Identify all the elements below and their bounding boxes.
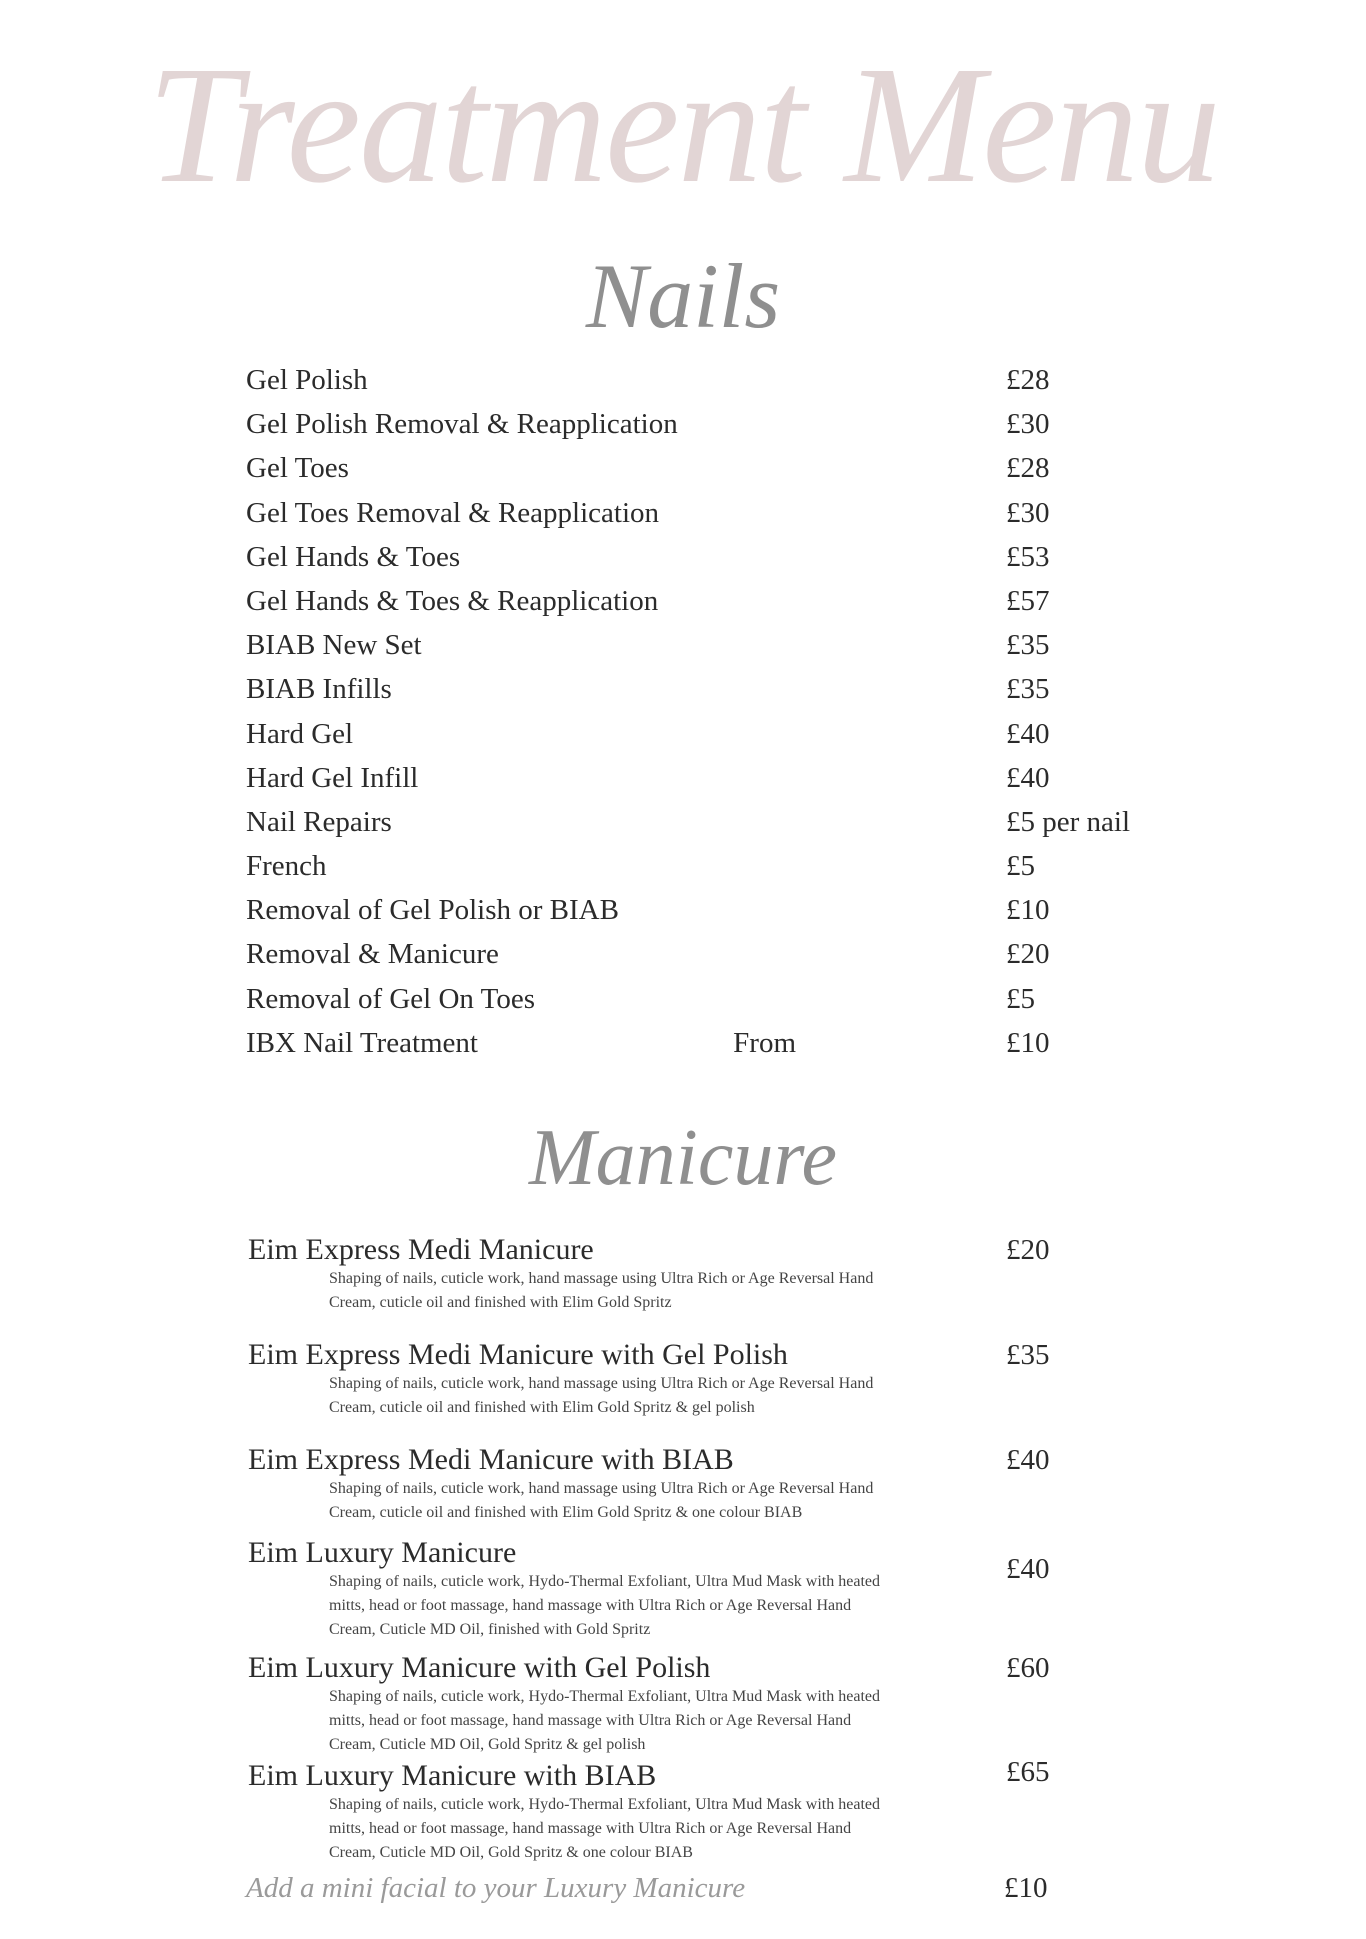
treatment-price: £53 (1006, 540, 1050, 573)
treatment-name: BIAB New Set (246, 629, 422, 662)
list-item (246, 844, 1146, 888)
manicure-item (248, 1756, 1148, 1865)
list-item (246, 932, 1146, 976)
list-item (246, 712, 1146, 756)
list-item (246, 1021, 1146, 1065)
treatment-name: Hard Gel (246, 717, 354, 750)
addon-text: Add a mini facial to your Luxury Manicure (246, 1872, 746, 1904)
treatment-price: £60 (1006, 1652, 1050, 1684)
list-item (246, 800, 1146, 844)
list-item (246, 977, 1146, 1021)
treatment-description: Shaping of nails, cuticle work, hand massage using Ultra Rich or Age Reversal Hand Cream, cuticle oil and finished with Elim Gold Spritz & one colour BIAB (329, 1480, 874, 1521)
treatment-name: Gel Polish (246, 364, 368, 396)
treatment-price: £28 (1006, 452, 1050, 485)
treatment-price: £35 (1006, 673, 1050, 706)
treatment-price: £5 per nail (1006, 805, 1131, 838)
treatment-description: Shaping of nails, cuticle work, Hydo-Thermal Exfoliant, Ultra Mud Mask with heated mitts, head or foot massage, hand massage with Ultra Rich or Age Reversal Hand Cream, Cuticle MD Oil, finished with Gold Spritz (329, 1573, 880, 1638)
treatment-name: IBX Nail Treatment (246, 1026, 478, 1059)
treatment-name: Nail Repairs (246, 805, 392, 838)
list-item (246, 756, 1146, 800)
treatment-price: £5 (1006, 850, 1035, 883)
treatment-name: Removal of Gel Polish or BIAB (246, 894, 619, 927)
addon-price: £10 (1004, 1872, 1048, 1904)
list-item (246, 535, 1146, 579)
treatment-name: Gel Hands & Toes (246, 540, 461, 573)
list-item (246, 402, 1146, 446)
treatment-price: £30 (1006, 408, 1050, 441)
manicure-heading: Manicure (528, 1114, 838, 1202)
list-item (246, 888, 1146, 932)
list-item (246, 446, 1146, 490)
treatment-name: Gel Hands & Toes & Reapplication (246, 584, 659, 617)
treatment-price: £30 (1006, 496, 1050, 529)
treatment-price: £28 (1006, 364, 1050, 396)
treatment-description: Shaping of nails, cuticle work, hand massage using Ultra Rich or Age Reversal Hand Cream, cuticle oil and finished with Elim Gold Spritz & gel polish (329, 1375, 874, 1416)
manicure-item (248, 1443, 1148, 1525)
treatment-name: Removal & Manicure (246, 938, 499, 971)
page-title: Treatment Menu (147, 32, 1219, 218)
list-item (246, 358, 1146, 402)
treatment-name: Removal of Gel On Toes (246, 982, 535, 1015)
manicure-item (248, 1536, 1148, 1642)
treatment-name: Gel Toes (246, 452, 349, 485)
treatment-description: Shaping of nails, cuticle work, hand massage using Ultra Rich or Age Reversal Hand Cream, cuticle oil and finished with Elim Gold Spritz (329, 1270, 874, 1311)
treatment-name: Eim Luxury Manicure (248, 1536, 517, 1569)
manicure-item (248, 1651, 1148, 1757)
treatment-price: £10 (1006, 1026, 1050, 1059)
nails-price-list (246, 358, 1146, 1065)
price-prefix: From (733, 1026, 796, 1059)
list-item (246, 579, 1146, 623)
manicure-item (248, 1338, 1148, 1420)
treatment-name: Eim Luxury Manicure with Gel Polish (248, 1651, 711, 1684)
treatment-price: £57 (1006, 584, 1050, 617)
treatment-price: £10 (1006, 894, 1050, 927)
manicure-item (248, 1233, 1148, 1315)
treatment-name: Eim Express Medi Manicure with Gel Polish (248, 1338, 788, 1371)
list-item (246, 491, 1146, 535)
treatment-name: Gel Polish Removal & Reapplication (246, 408, 678, 441)
treatment-price: £35 (1006, 1339, 1050, 1371)
treatment-description: Shaping of nails, cuticle work, Hydo-Thermal Exfoliant, Ultra Mud Mask with heated mitts, head or foot massage, hand massage with Ultra Rich or Age Reversal Hand Cream, Cuticle MD Oil, Gold Spritz & one colour BIAB (329, 1796, 880, 1861)
treatment-price: £40 (1006, 1553, 1050, 1585)
nails-heading: Nails (585, 245, 781, 347)
treatment-description: Shaping of nails, cuticle work, Hydo-Thermal Exfoliant, Ultra Mud Mask with heated mitts, head or foot massage, hand massage with Ultra Rich or Age Reversal Hand Cream, Cuticle MD Oil, Gold Spritz & gel polish (329, 1688, 880, 1753)
treatment-name: Eim Express Medi Manicure (248, 1233, 594, 1266)
treatment-price: £20 (1006, 1234, 1050, 1266)
treatment-name: Gel Toes Removal & Reapplication (246, 496, 660, 529)
treatment-price: £40 (1006, 1444, 1050, 1476)
treatment-name: Eim Express Medi Manicure with BIAB (248, 1443, 734, 1476)
treatment-name: French (246, 850, 327, 883)
list-item (246, 667, 1146, 711)
treatment-name: Eim Luxury Manicure with BIAB (248, 1759, 657, 1792)
treatment-price: £20 (1006, 938, 1050, 971)
treatment-price: £40 (1006, 761, 1050, 794)
treatment-price: £40 (1006, 717, 1050, 750)
treatment-price: £65 (1006, 1756, 1050, 1788)
treatment-price: £5 (1006, 982, 1035, 1015)
treatment-price: £35 (1006, 629, 1050, 662)
treatment-name: BIAB Infills (246, 673, 392, 706)
list-item (246, 623, 1146, 667)
treatment-name: Hard Gel Infill (246, 761, 419, 794)
